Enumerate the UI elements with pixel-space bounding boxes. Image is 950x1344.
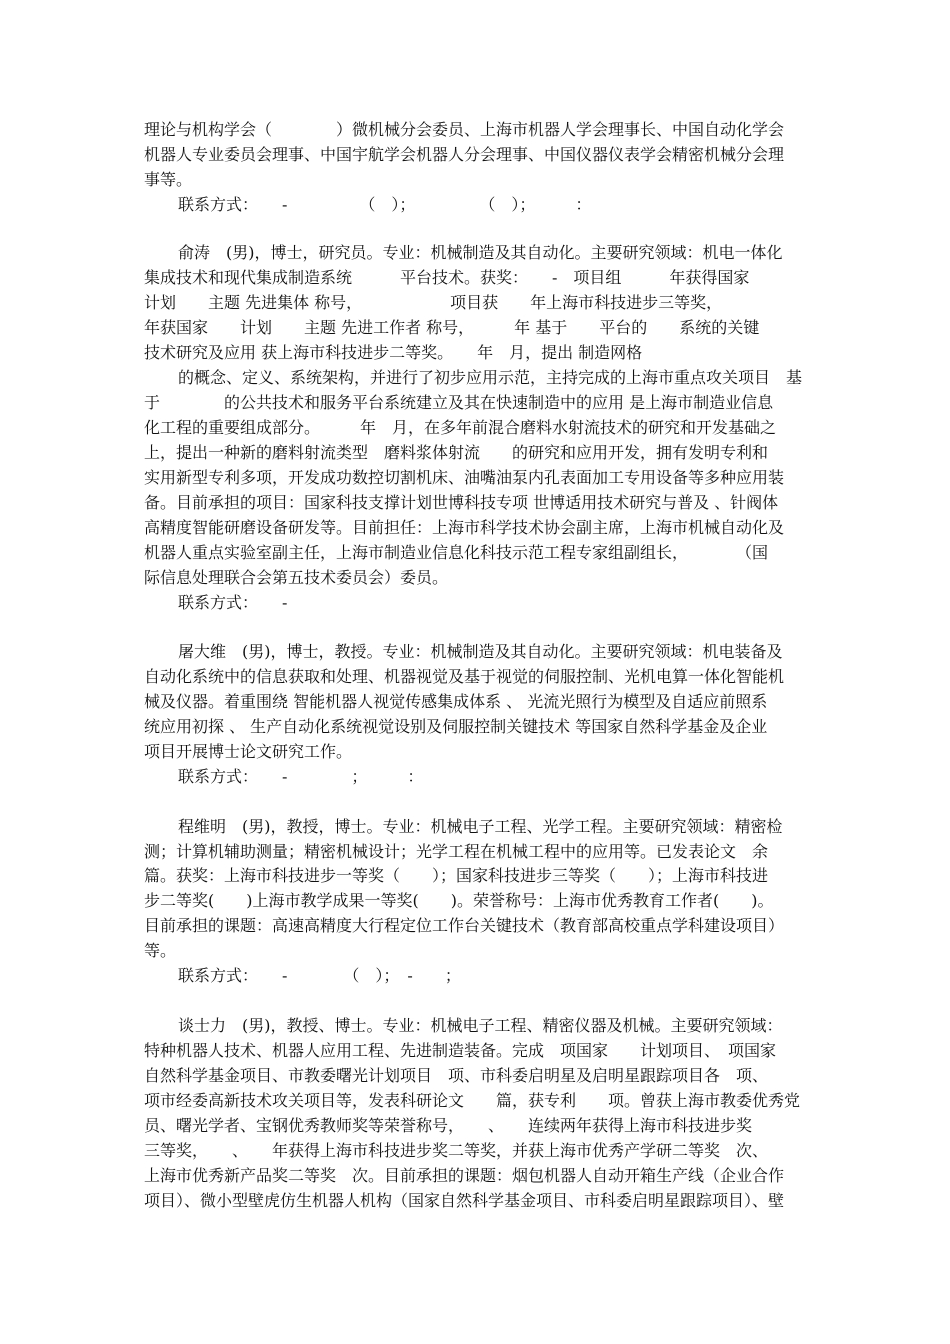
text-line: 自然科学基金项目、市教委曙光计划项目 项、市科委启明星及启明星跟踪项目各 项、: [144, 1066, 769, 1085]
text-line: 步二等奖( )上海市教学成果一等奖( )。荣誉称号：上海市优秀教育工作者( )。: [144, 891, 774, 910]
text-line: 目前承担的课题：高速高精度大行程定位工作台关键技术（教育部高校重点学科建设项目）: [144, 916, 785, 935]
text-line: 特种机器人技术、机器人应用工程、先进制造装备。完成 项国家 计划项目、 项国家: [144, 1041, 777, 1060]
text-line: 程维明 (男)，教授，博士。专业：机械电子工程、光学工程。主要研究领域：精密检: [178, 817, 783, 836]
contact-line: 联系方式： - （ ）； （ ）； ：: [178, 195, 592, 214]
text-line: 上，提出一种新的磨料射流类型 磨料浆体射流 的研究和应用开发，拥有发明专利和: [144, 443, 769, 462]
text-line: 项市经委高新技术攻关项目等，发表科研论文 篇，获专利 项。曾获上海市教委优秀党: [144, 1091, 801, 1110]
text-line: 际信息处理联合会第五技术委员会）委员。: [144, 568, 449, 587]
text-line: 屠大维 (男)，博士，教授。专业：机械制造及其自动化。主要研究领域：机电装备及: [178, 642, 783, 661]
text-line: 上海市优秀新产品奖二等奖 次。目前承担的课题：烟包机器人自动开箱生产线（企业合作: [144, 1166, 785, 1185]
text-line: 俞涛 (男)，博士，研究员。专业：机械制造及其自动化。主要研究领域：机电一体化: [178, 243, 783, 262]
contact-line: 联系方式： - （ ）； - ；: [178, 966, 461, 985]
contact-line: 联系方式： - ； ：: [178, 767, 424, 786]
text-line: 篇。获奖：上海市科技进步一等奖（ ）；国家科技进步三等奖（ ）；上海市科技进: [144, 866, 769, 885]
text-line: 械及仪器。着重围绕 智能机器人视觉传感集成体系 、 光流光照行为模型及自适应前照系: [144, 692, 768, 711]
text-line: 高精度智能研磨设备研发等。目前担任：上海市科学技术协会副主席，上海市机械自动化及: [144, 518, 785, 537]
text-line: 测；计算机辅助测量；精密机械设计；光学工程在机械工程中的应用等。已发表论文 余: [144, 842, 769, 861]
text-line: 实用新型专利多项，开发成功数控切割机床、油嘴油泵内孔表面加工专用设备等多种应用装: [144, 468, 785, 487]
text-line: 统应用初探 、 生产自动化系统视觉设别及伺服控制关键技术 等国家自然科学基金及企业: [144, 717, 768, 736]
text-line: 三等奖， 、 年获得上海市科技进步奖二等奖，并获上海市优秀产学研二等奖 次、: [144, 1141, 769, 1160]
text-line: 集成技术和现代集成制造系统 平台技术。获奖： - 项目组 年获得国家: [144, 268, 750, 287]
text-line: 员、曙光学者、宝钢优秀教师奖等荣誉称号， 、 连续两年获得上海市科技进步奖: [144, 1116, 753, 1135]
text-line: 事等。: [144, 170, 193, 189]
text-line: 年获国家 计划 主题 先进工作者 称号， 年 基于 平台的 系统的关键: [144, 318, 760, 337]
text-line: 于 的公共技术和服务平台系统建立及其在快速制造中的应用 是上海市制造业信息: [144, 393, 774, 412]
text-line: 技术研究及应用 获上海市科技进步二等奖。 年 月，提出 制造网格: [144, 343, 643, 362]
text-line: 机器人重点实验室副主任，上海市制造业信息化科技示范工程专家组副组长， （国: [144, 543, 769, 562]
text-line: 的概念、定义、系统架构，并进行了初步应用示范，主持完成的上海市重点攻关项目 基: [178, 368, 803, 387]
text-line: 化工程的重要组成部分。 年 月，在多年前混合磨料水射流技术的研究和开发基础之: [144, 418, 777, 437]
text-line: 谈士力 (男)，教授、博士。专业：机械电子工程、精密仪器及机械。主要研究领域：: [178, 1016, 783, 1035]
text-line: 项目）、微小型壁虎仿生机器人机构（国家自然科学基金项目、市科委启明星跟踪项目）、壁: [144, 1191, 785, 1210]
text-line: 项目开展博士论文研究工作。: [144, 742, 353, 761]
text-line: 理论与机构学会（ ）微机械分会委员、上海市机器人学会理事长、中国自动化学会: [144, 120, 785, 139]
text-line: 机器人专业委员会理事、中国宇航学会机器人分会理事、中国仪器仪表学会精密机械分会理: [144, 145, 785, 164]
text-line: 自动化系统中的信息获取和处理、机器视觉及基于视觉的伺服控制、光机电算一体化智能机: [144, 667, 785, 686]
text-line: 等。: [144, 941, 177, 960]
contact-line: 联系方式： -: [178, 593, 288, 612]
text-line: 计划 主题 先进集体 称号， 项目获 年上海市科技进步三等奖，: [144, 293, 723, 312]
text-line: 备。目前承担的项目：国家科技支撑计划世博科技专项 世博适用技术研究与普及 、针阀体: [144, 493, 779, 512]
